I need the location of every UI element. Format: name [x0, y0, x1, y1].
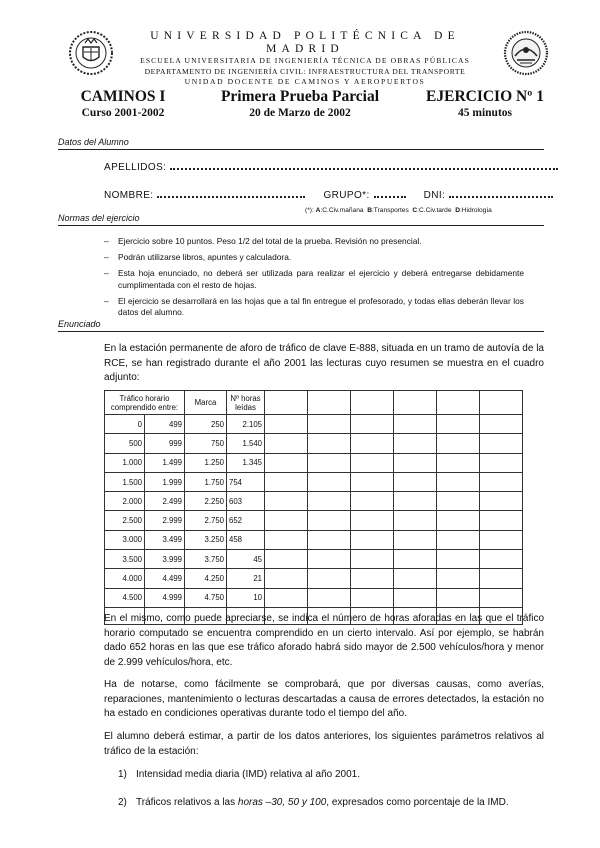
exercise-number: EJERCICIO Nº 1: [426, 88, 544, 105]
course-block: [58, 88, 188, 120]
school-seal-icon: [503, 30, 549, 76]
statement-paragraph-2: Ha de notarse, como fácilmente se comprobará, que por diversas causas, como averías, reparaciones, mantenimiento o lecturas descartadas a causa de errores detectados, la estación no ha estado en condiciones operativas durante todo el tiempo del año.: [104, 679, 544, 719]
group-note: (*): A:C.Civ.mañana B:Transportes C:C.Civ.tarde D:Hidrología: [305, 207, 492, 214]
exam-title: Primera Prueba Parcial: [220, 88, 380, 105]
dni-field[interactable]: [449, 190, 553, 198]
department-name: DEPARTAMENTO DE INGENIERÍA CIVIL: INFRAESTRUCTURA DEL TRANSPORTE: [144, 66, 466, 76]
table-row: 1.500 1.999 1.750 754: [105, 472, 523, 491]
statement-intro: En la estación permanente de aforo de tráfico de clave E-888, situada en un tramo de autovía de la RCE, se han registrado durante el año 2001 las lecturas cuyo resumen se muestra en el cuadro adjunto:: [104, 343, 544, 383]
mark-header: Marca: [185, 391, 227, 415]
surname-label: APELLIDOS:: [104, 162, 167, 173]
statement-section-title: Enunciado: [58, 318, 544, 332]
school-name: ESCUELA UNIVERSITARIA DE INGENIERÍA TÉCNICA DE OBRAS PÚBLICAS: [140, 56, 470, 65]
range-header: Tráfico horario comprendido entre:: [105, 391, 185, 415]
table-row: 3.500 3.999 3.750 45: [105, 550, 523, 569]
table-header-row: [105, 391, 523, 415]
group-field[interactable]: [374, 190, 406, 198]
course-name: CAMINOS I: [80, 88, 166, 105]
university-name: UNIVERSIDAD POLITÉCNICA DE MADRID: [150, 30, 460, 55]
table-row: 4.000 4.499 4.250 21: [105, 569, 523, 588]
university-seal-icon: [68, 30, 114, 76]
table-row: 4.500 4.999 4.750 10: [105, 588, 523, 607]
rule-item: – El ejercicio se desarrollará en las hojas que a tal fin entregue el profesorado, y todas ellas deberán llevar los datos del alumno.: [104, 295, 524, 317]
surname-field[interactable]: [170, 162, 558, 170]
surname-row: [104, 162, 562, 173]
traffic-table: [104, 390, 523, 625]
statement-paragraph-3: El alumno deberá estimar, a partir de los datos anteriores, los siguientes parámetros relativos al tráfico de la estación:: [104, 731, 544, 757]
rule-item: – Esta hoja enunciado, no deberá ser utilizada para realizar el ejercicio y deberá entregarse debidamente cumplimentada con el resto de hojas.: [104, 268, 524, 290]
statement-paragraph-1: En el mismo, como puede apreciarse, se indica el número de horas aforadas en las que el tráfico horario computado se encuentra comprendido en un cierto intervalo. Así por ejemplo, se habrán dado 652 horas en las que ese tráfico aforado habrá sido mayor de 2.500 vehículos/hora y menor de 2.999 vehículos/hora, etc.: [104, 613, 544, 668]
task-item: 1) Intensidad media diaria (IMD) relativa al año 2001.: [118, 769, 361, 780]
task-item: 2) Tráficos relativos a las horas –30, 50 y 100, expresados como porcentaje de la IMD.: [118, 797, 509, 808]
table-row: 3.000 3.499 3.250 458: [105, 530, 523, 549]
exam-block: [205, 88, 395, 120]
rule-item: – Podrán utilizarse libros, apuntes y calculadora.: [104, 252, 292, 262]
exercise-block: [420, 88, 550, 120]
hours-header: Nº horas leídas: [227, 391, 265, 415]
name-row: [104, 190, 557, 201]
course-year: Curso 2001-2002: [81, 107, 165, 119]
rules-list: [104, 236, 524, 323]
university-header: [120, 30, 490, 88]
dni-label: DNI:: [423, 190, 446, 201]
table-row: 2.000 2.499 2.250 603: [105, 492, 523, 511]
table-row: 2.500 2.999 2.750 652: [105, 511, 523, 530]
rule-item: – Ejercicio sobre 10 puntos. Peso 1/2 del total de la prueba. Revisión no presencial.: [104, 236, 422, 246]
student-section-title: Datos del Alumno: [58, 136, 544, 150]
name-field[interactable]: [157, 190, 305, 198]
table-row: 500 999 750 1.540: [105, 434, 523, 453]
table-row: 0 499 250 2.105: [105, 415, 523, 434]
exercise-duration: 45 minutos: [458, 107, 512, 119]
group-label: GRUPO*:: [323, 190, 370, 201]
teaching-unit-name: UNIDAD DOCENTE DE CAMINOS Y AEROPUERTOS: [184, 77, 426, 86]
rules-section-title: Normas del ejercicio: [58, 212, 544, 226]
table-row: 1.000 1.499 1.250 1.345: [105, 453, 523, 472]
exam-date: 20 de Marzo de 2002: [249, 107, 351, 119]
name-label: NOMBRE:: [104, 190, 154, 201]
